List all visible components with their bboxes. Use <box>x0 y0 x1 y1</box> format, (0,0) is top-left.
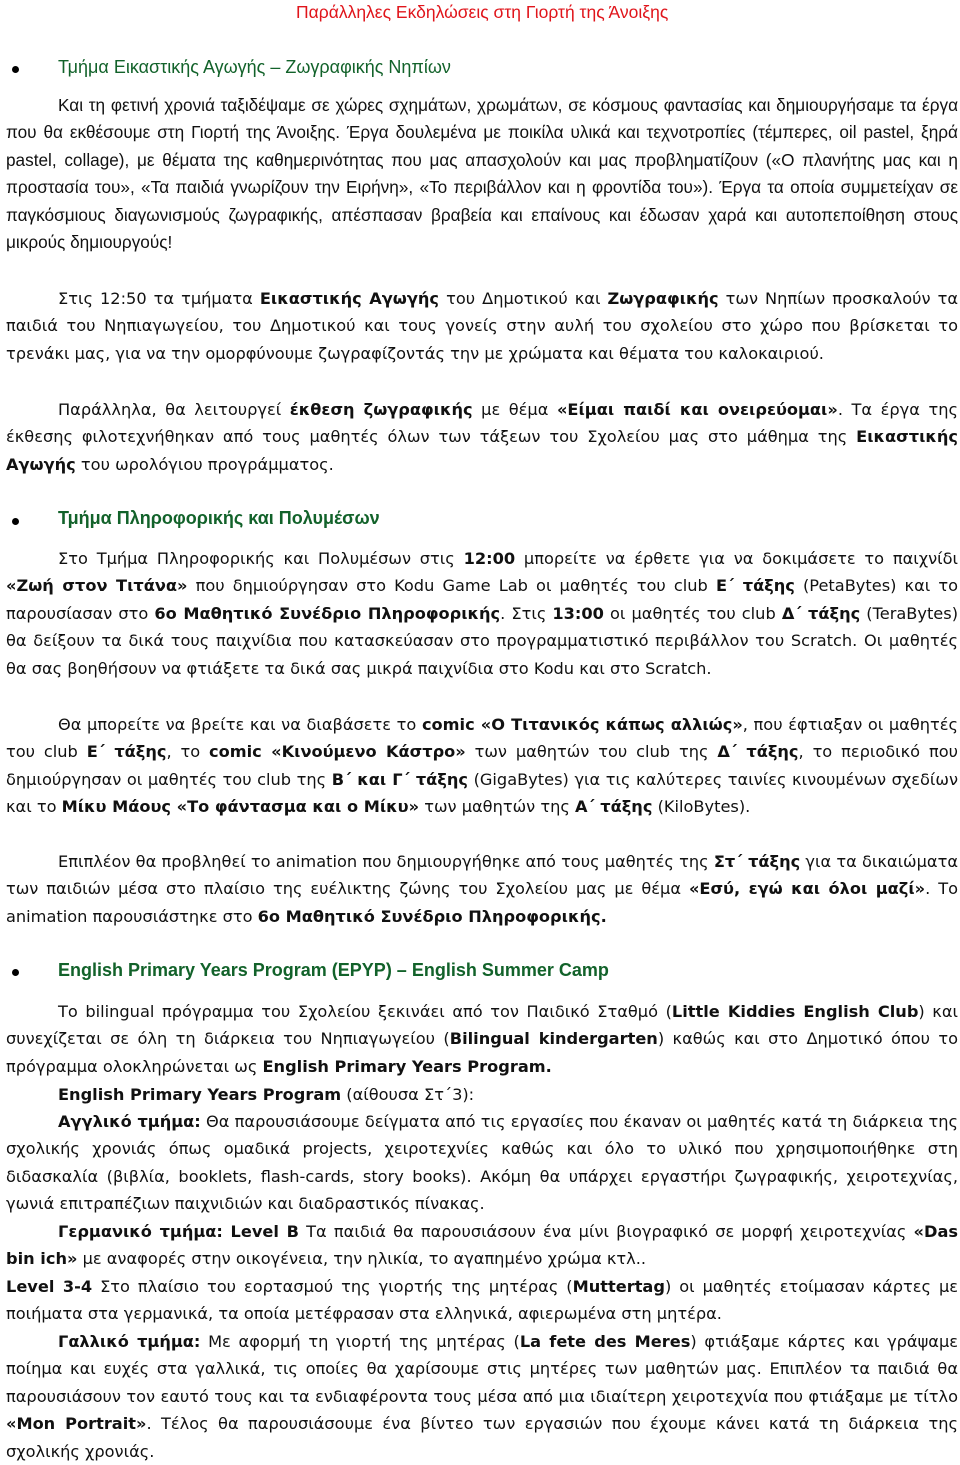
document-title: Παράλληλες Εκδηλώσεις στη Γιορτή της Άνοιξης <box>296 2 669 22</box>
bold-text-run: Β΄ και Γ΄ τάξης <box>331 769 468 789</box>
bold-text-run: 6ο Μαθητικό Συνέδριο Πληροφορικής. <box>257 906 607 926</box>
paragraph-informatics-comics <box>6 711 958 821</box>
text-run: που δημιούργησαν στο Kodu Game Lab οι μαθητές του club <box>187 576 716 596</box>
bold-text-run: Αγγλικό τμήμα: <box>58 1112 201 1131</box>
bold-text-run: 6ο Μαθητικό Συνέδριο Πληροφορικής <box>154 603 501 623</box>
bold-text-run: comic «Κινούμενο Κάστρο» <box>209 742 466 762</box>
text-run: (TeraBytes) θα δείξουν τα δικά τους παιχνίδια που κατασκεύασαν στο προγραμματιστικό περιβάλλον του Scratch. Οι μαθητές θα σας βοηθήσουν να φτιάξετε τα δικά σας μικρά παιχνίδια στο Kodu και στο Scratch. <box>6 603 959 678</box>
text-run: του ωρολόγιου προγράμματος. <box>75 454 334 474</box>
bold-text-run: Bilingual kindergarten <box>449 1029 658 1049</box>
text-run: . Το animation παρουσιάστηκε στο <box>6 879 958 926</box>
bold-text-run: Muttertag <box>572 1277 665 1296</box>
bold-text-run: Στ΄ τάξης <box>713 852 801 871</box>
paragraph-informatics-animation <box>6 848 958 930</box>
paragraph-english-program <box>6 998 958 1080</box>
bullet-icon <box>12 969 19 976</box>
bold-text-run: «Εσύ, εγώ και όλοι μαζί» <box>688 879 926 899</box>
bold-text-run: Little Kiddies English Club <box>671 1002 919 1021</box>
text-run: με αναφορές στην οικογένεια, την ηλικία, το αγαπημένο χρώμα κτλ.. <box>77 1249 647 1269</box>
bold-text-run: Ε΄ τάξης <box>715 576 795 596</box>
bold-text-run: «Ζωή στον Τιτάνα» <box>6 576 188 596</box>
bold-text-run: Εικαστικής Αγωγής <box>259 289 440 308</box>
bold-text-run: Ε΄ τάξης <box>86 742 167 762</box>
text-run: Στις 12:50 τα τμήματα <box>58 289 260 308</box>
text-run: ) και συνεχίζεται σε όλη τη διάρκεια του Νηπιαγωγείου ( <box>6 1002 958 1049</box>
text-run: . Τα έργα της έκθεσης φιλοτεχνήθηκαν από τους μαθητές όλων των τάξεων του Σχολείου μας στο μάθημα της <box>6 400 958 447</box>
bold-text-run: «Das bin ich» <box>6 1222 958 1269</box>
paragraph-informatics-games <box>6 545 958 682</box>
bold-text-run: «Mon Portrait» <box>6 1414 147 1434</box>
paragraph-english-department <box>6 1108 958 1218</box>
bold-text-run: 12:00 <box>463 549 516 568</box>
text-run: Θα μπορείτε να βρείτε και να διαβάσετε το <box>58 715 422 734</box>
paragraph-art-schedule <box>6 285 958 367</box>
bold-text-run: English Primary Years Program <box>58 1085 342 1104</box>
bold-text-run: comic «Ο Τιτανικός κάπως αλλιώς» <box>421 715 743 734</box>
bullet-icon <box>12 518 19 525</box>
text-run: (KiloBytes). <box>652 797 751 817</box>
paragraph-art-exhibition <box>6 396 958 478</box>
text-run: των μαθητών του club της <box>465 742 718 762</box>
bold-text-run: Γαλλικό τμήμα: <box>58 1332 201 1351</box>
text-run: των Νηπίων προσκαλούν τα παιδιά του Νηπιαγωγείου, του Δημοτικού και τους γονείς στην αυλή του σχολείου στο χώρο που βρίσκεται το τρενάκι μας, για να την ομορφύνουμε ζωγραφίζοντάς την με χρώματα και θέματα του καλοκαιριού. <box>6 289 958 363</box>
paragraph-epyp-room <box>6 1081 958 1108</box>
text-run: του Δημοτικού και <box>439 289 608 308</box>
text-run: (αίθουσα Στ΄3): <box>341 1085 475 1104</box>
bold-text-run: Εικαστικής Αγωγής <box>6 427 958 474</box>
section-heading-english: English Primary Years Program (EPYP) – English Summer Camp <box>58 960 609 980</box>
paragraph-french-department <box>6 1328 958 1465</box>
text-run: Θα παρουσιάσουμε δείγματα από τις εργασίες που έκαναν οι μαθητές κατά τη διάρκεια της σχολικής χρονιάς όπως ομαδικά projects, χειροτεχνίες καθώς και όλο το υλικό που χρησιμοποιήθηκε στη διδασκαλία (βιβλία, booklets, flash-cards, story books). Ακόμη θα υπάρχει εργαστήρι ζωγραφικής, χειροτεχνίας, γωνιά επιτραπέζιων παιχνιδιών και διαδραστικός πίνακας. <box>6 1112 958 1214</box>
text-run: Παράλληλα, θα λειτουργεί <box>58 400 290 419</box>
bold-text-run: Γερμανικό τμήμα: Level B <box>58 1222 299 1241</box>
paragraph-german-department <box>6 1218 958 1273</box>
text-run: οι μαθητές του club <box>603 603 782 623</box>
bold-text-run: «Είμαι παιδί και ονειρεύομαι» <box>556 400 838 419</box>
text-run: (PetaBytes) και το παρουσίασαν στο <box>6 576 958 623</box>
bold-text-run: 13:00 <box>552 603 604 623</box>
text-run: ) φτιάξαμε κάρτες και γράψαμε ποίημα και ευχές στα γαλλικά, τις οποίες θα χαρίσουμε στις μητέρες των μαθητών μας. Επιπλέον τα παιδιά θα παρουσιάσουν τον εαυτό τους και τα ενδιαφέροντα τους μέσα από μια ιδιαίτερη χειροτεχνία που φτιάξαμε με τίτλο <box>6 1332 959 1406</box>
text-run: των μαθητών της <box>419 797 575 817</box>
bold-text-run: έκθεση ζωγραφικής <box>289 400 473 419</box>
text-run: Επιπλέον θα προβληθεί το animation που δημιουργήθηκε από τους μαθητές της <box>58 852 714 871</box>
bold-text-run: Ζωγραφικής <box>607 289 719 308</box>
paragraph-art-intro: Και τη φετινή χρονιά ταξιδέψαμε σε χώρες σχημάτων, χρωμάτων, σε κόσμους φαντασίας και δημιουργήσαμε τα έργα που θα εκθέσουμε στη Γιορτή της Άνοιξης. Έργα δουλεμένα με ποικίλα υλικά και τεχνοτροπίες (τέμπερες, oil pastel, ξηρά pastel, collage), με θέματα της καθημερινότητας που μας απασχολούν και μας προβληματίζουν («Ο πλανήτης μας και η προστασία του», «Τα παιδιά γνωρίζουν την Ειρήνη», «Το περιβάλλον και η φροντίδα του»). Έργα τα οποία συμμετείχαν σε παγκόσμιους διαγωνισμούς ζωγραφικής, απέσπασαν βραβεία και επαίνους και έδωσαν χαρά και αυτοπεποίθηση στους μικρούς δημιουργούς! <box>6 95 958 253</box>
text-run: ) καθώς και στο Δημοτικό όπου το πρόγραμμα ολοκληρώνεται ως <box>6 1029 958 1076</box>
bold-text-run: Μίκυ Μάους «Το φάντασμα και ο Μίκυ» <box>61 797 420 817</box>
bold-text-run: Level 3-4 <box>6 1277 93 1296</box>
text-run: Στο Τμήμα Πληροφορικής και Πολυμέσων στις <box>58 549 464 568</box>
bold-text-run: Δ΄ τάξης <box>717 742 799 762</box>
text-run: μπορείτε να έρθετε για να δοκιμάσετε το παιχνίδι <box>515 549 958 568</box>
section-heading-informatics: Τμήμα Πληροφορικής και Πολυμέσων <box>58 508 380 528</box>
text-run: Στο πλαίσιο του εορτασμού της γιορτής της μητέρας ( <box>92 1277 573 1296</box>
text-run: (GigaBytes) για τις καλύτερες ταινίες κινουμένων σχεδίων και το <box>6 769 958 817</box>
bullet-icon <box>12 66 19 73</box>
bold-text-run: English Primary Years Program. <box>262 1056 552 1076</box>
text-run: Το bilingual πρόγραμμα του Σχολείου ξεκινάει από τον Παιδικό Σταθμό ( <box>58 1002 672 1021</box>
text-run: , που έφτιαξαν οι μαθητές του club <box>6 715 958 762</box>
section-heading-art: Τμήμα Εικαστικής Αγωγής – Ζωγραφικής Νηπίων <box>58 57 451 77</box>
bold-text-run: Α΄ τάξης <box>574 797 653 817</box>
text-run: , το περιοδικό που δημιούργησαν οι μαθητές του club της <box>6 742 958 789</box>
text-run: για τα δικαιώματα των παιδιών μέσα στο πλαίσιο της ευέλικτης ζώνης του Σχολείου μας με θέμα <box>6 852 958 899</box>
text-run: ) οι μαθητές ετοίμασαν κάρτες με ποιήματα στα γερμανικά, τα οποία μετέφρασαν στα ελληνικά, αφιερωμένα στη μητέρα. <box>6 1277 959 1324</box>
paragraph-german-level34 <box>6 1273 958 1328</box>
text-run: Με αφορμή τη γιορτή της μητέρας ( <box>200 1332 520 1351</box>
text-run: . Στις <box>500 603 553 623</box>
text-run: . Τέλος θα παρουσιάσουμε ένα βίντεο των εργασιών που έχουμε κάνει κατά τη διάρκεια της σχολικής χρονιάς. <box>6 1414 958 1461</box>
text-run: με θέμα <box>472 400 557 419</box>
bold-text-run: Δ΄ τάξης <box>781 603 861 623</box>
text-run: Τα παιδιά θα παρουσιάσουν ένα μίνι βιογραφικό σε μορφή χειροτεχνίας <box>298 1222 914 1241</box>
text-run: , το <box>166 742 210 762</box>
bold-text-run: La fete des Meres <box>519 1332 691 1351</box>
